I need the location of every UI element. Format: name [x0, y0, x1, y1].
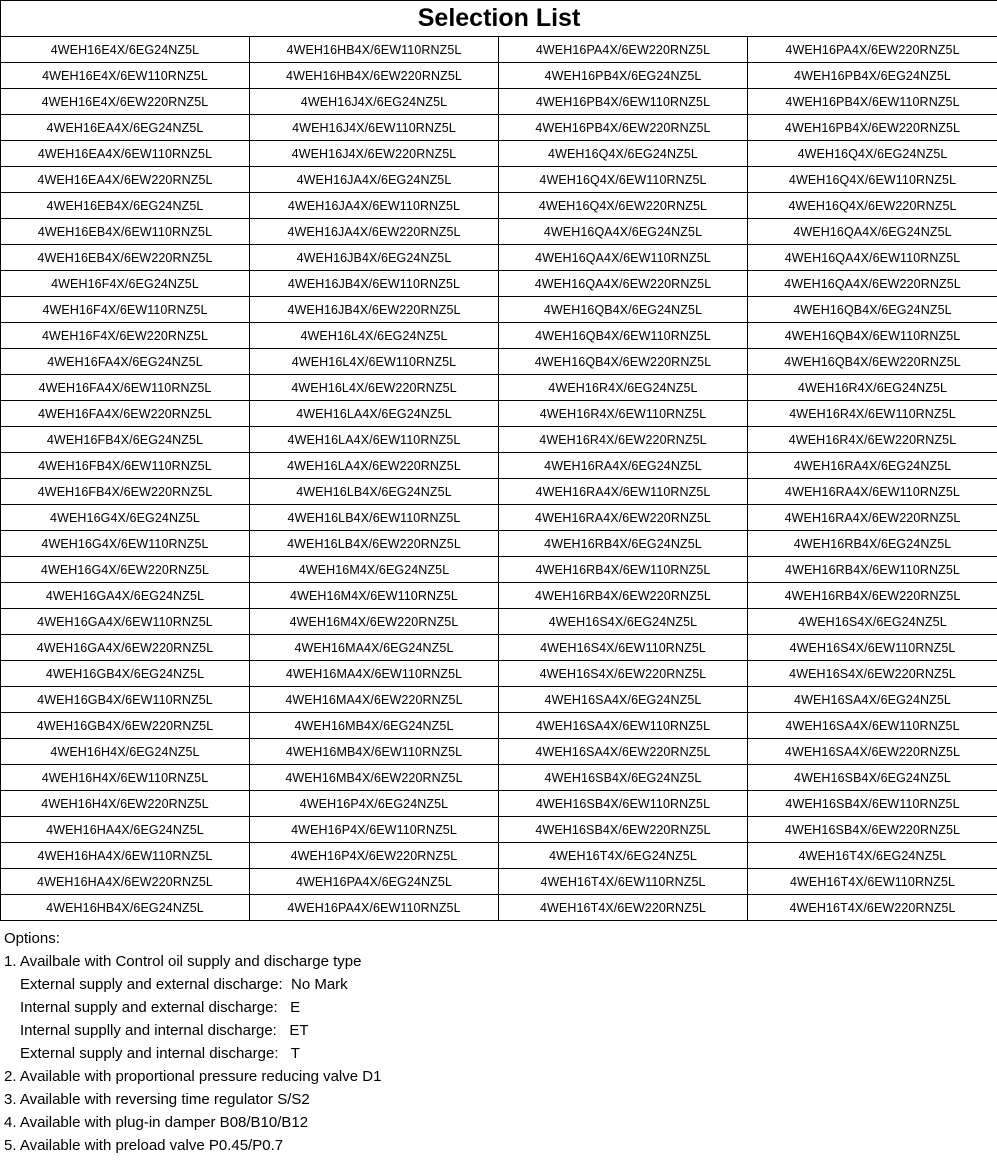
- model-code-cell: 4WEH16E4X/6EW110RNZ5L: [1, 63, 250, 89]
- model-code-cell: 4WEH16QA4X/6EW220RNZ5L: [499, 271, 748, 297]
- model-code-cell: 4WEH16JB4X/6EW110RNZ5L: [250, 271, 499, 297]
- table-row: [1, 89, 997, 115]
- model-code-cell: 4WEH16S4X/6EW110RNZ5L: [748, 635, 997, 661]
- model-code-cell: 4WEH16MB4X/6EW220RNZ5L: [250, 765, 499, 791]
- selection-table-body: [1, 37, 997, 921]
- table-row: [1, 739, 997, 765]
- model-code-cell: 4WEH16RB4X/6EW220RNZ5L: [499, 583, 748, 609]
- model-code-cell: 4WEH16SB4X/6EG24NZ5L: [499, 765, 748, 791]
- model-code-cell: 4WEH16SA4X/6EW220RNZ5L: [748, 739, 997, 765]
- table-row: [1, 687, 997, 713]
- model-code-cell: 4WEH16JB4X/6EG24NZ5L: [250, 245, 499, 271]
- model-code-cell: 4WEH16RA4X/6EG24NZ5L: [748, 453, 997, 479]
- model-code-cell: 4WEH16PA4X/6EG24NZ5L: [250, 869, 499, 895]
- model-code-cell: 4WEH16QA4X/6EW110RNZ5L: [748, 245, 997, 271]
- table-row: [1, 661, 997, 687]
- table-row: [1, 557, 997, 583]
- table-row: [1, 115, 997, 141]
- table-row: [1, 63, 997, 89]
- table-row: [1, 375, 997, 401]
- model-code-cell: 4WEH16S4X/6EG24NZ5L: [499, 609, 748, 635]
- model-code-cell: 4WEH16RA4X/6EW110RNZ5L: [748, 479, 997, 505]
- model-code-cell: 4WEH16JA4X/6EW220RNZ5L: [250, 219, 499, 245]
- model-code-cell: 4WEH16S4X/6EG24NZ5L: [748, 609, 997, 635]
- model-code-cell: 4WEH16HA4X/6EG24NZ5L: [1, 817, 250, 843]
- model-code-cell: 4WEH16EA4X/6EW110RNZ5L: [1, 141, 250, 167]
- table-row: [1, 609, 997, 635]
- model-code-cell: 4WEH16S4X/6EW220RNZ5L: [748, 661, 997, 687]
- model-code-cell: 4WEH16SB4X/6EW110RNZ5L: [748, 791, 997, 817]
- model-code-cell: 4WEH16R4X/6EG24NZ5L: [499, 375, 748, 401]
- model-code-cell: 4WEH16T4X/6EW110RNZ5L: [499, 869, 748, 895]
- model-code-cell: 4WEH16SB4X/6EW220RNZ5L: [499, 817, 748, 843]
- option-3: 3. Available with reversing time regulator S/S2: [4, 1091, 310, 1108]
- table-row: [1, 349, 997, 375]
- model-code-cell: 4WEH16RB4X/6EG24NZ5L: [499, 531, 748, 557]
- model-code-cell: 4WEH16RB4X/6EW110RNZ5L: [499, 557, 748, 583]
- table-row: [1, 505, 997, 531]
- model-code-cell: 4WEH16HA4X/6EW110RNZ5L: [1, 843, 250, 869]
- model-code-cell: 4WEH16GA4X/6EW110RNZ5L: [1, 609, 250, 635]
- model-code-cell: 4WEH16T4X/6EW110RNZ5L: [748, 869, 997, 895]
- model-code-cell: 4WEH16RA4X/6EW220RNZ5L: [499, 505, 748, 531]
- model-code-cell: 4WEH16H4X/6EW110RNZ5L: [1, 765, 250, 791]
- model-code-cell: 4WEH16QB4X/6EG24NZ5L: [748, 297, 997, 323]
- model-code-cell: 4WEH16FA4X/6EW110RNZ5L: [1, 375, 250, 401]
- model-code-cell: 4WEH16J4X/6EW110RNZ5L: [250, 115, 499, 141]
- model-code-cell: 4WEH16L4X/6EW110RNZ5L: [250, 349, 499, 375]
- model-code-cell: 4WEH16RA4X/6EW220RNZ5L: [748, 505, 997, 531]
- model-code-cell: 4WEH16Q4X/6EG24NZ5L: [499, 141, 748, 167]
- model-code-cell: 4WEH16Q4X/6EG24NZ5L: [748, 141, 997, 167]
- model-code-cell: 4WEH16QA4X/6EW110RNZ5L: [499, 245, 748, 271]
- model-code-cell: 4WEH16PB4X/6EW220RNZ5L: [499, 115, 748, 141]
- model-code-cell: 4WEH16QB4X/6EG24NZ5L: [499, 297, 748, 323]
- model-code-cell: 4WEH16QA4X/6EG24NZ5L: [499, 219, 748, 245]
- model-code-cell: 4WEH16T4X/6EG24NZ5L: [748, 843, 997, 869]
- model-code-cell: 4WEH16LA4X/6EG24NZ5L: [250, 401, 499, 427]
- table-title-row: [1, 1, 997, 37]
- model-code-cell: 4WEH16R4X/6EW110RNZ5L: [748, 401, 997, 427]
- table-row: [1, 817, 997, 843]
- model-code-cell: 4WEH16R4X/6EG24NZ5L: [748, 375, 997, 401]
- model-code-cell: 4WEH16PB4X/6EG24NZ5L: [499, 63, 748, 89]
- model-code-cell: 4WEH16EA4X/6EG24NZ5L: [1, 115, 250, 141]
- model-code-cell: 4WEH16E4X/6EG24NZ5L: [1, 37, 250, 63]
- model-code-cell: 4WEH16H4X/6EW220RNZ5L: [1, 791, 250, 817]
- model-code-cell: 4WEH16GB4X/6EG24NZ5L: [1, 661, 250, 687]
- model-code-cell: 4WEH16E4X/6EW220RNZ5L: [1, 89, 250, 115]
- model-code-cell: 4WEH16Q4X/6EW220RNZ5L: [499, 193, 748, 219]
- model-code-cell: 4WEH16R4X/6EW110RNZ5L: [499, 401, 748, 427]
- model-code-cell: 4WEH16FB4X/6EW110RNZ5L: [1, 453, 250, 479]
- model-code-cell: 4WEH16F4X/6EW110RNZ5L: [1, 297, 250, 323]
- model-code-cell: 4WEH16P4X/6EW110RNZ5L: [250, 817, 499, 843]
- table-row: [1, 297, 997, 323]
- model-code-cell: 4WEH16RA4X/6EW110RNZ5L: [499, 479, 748, 505]
- option-5: 5. Available with preload valve P0.45/P0.7: [4, 1137, 284, 1154]
- options-heading: Options:: [4, 930, 60, 947]
- table-row: [1, 479, 997, 505]
- model-code-cell: 4WEH16PA4X/6EW220RNZ5L: [748, 37, 997, 63]
- model-code-cell: 4WEH16T4X/6EW220RNZ5L: [499, 895, 748, 921]
- model-code-cell: 4WEH16GB4X/6EW110RNZ5L: [1, 687, 250, 713]
- model-code-cell: 4WEH16EA4X/6EW220RNZ5L: [1, 167, 250, 193]
- table-row: [1, 895, 997, 921]
- table-row: [1, 427, 997, 453]
- model-code-cell: 4WEH16QB4X/6EW220RNZ5L: [748, 349, 997, 375]
- model-code-cell: 4WEH16PB4X/6EW110RNZ5L: [748, 89, 997, 115]
- model-code-cell: 4WEH16S4X/6EW110RNZ5L: [499, 635, 748, 661]
- model-code-cell: 4WEH16MB4X/6EG24NZ5L: [250, 713, 499, 739]
- model-code-cell: 4WEH16T4X/6EW220RNZ5L: [748, 895, 997, 921]
- model-code-cell: 4WEH16PA4X/6EW220RNZ5L: [499, 37, 748, 63]
- table-row: [1, 141, 997, 167]
- model-code-cell: 4WEH16JA4X/6EW110RNZ5L: [250, 193, 499, 219]
- options-notes: [0, 927, 997, 1157]
- model-code-cell: 4WEH16P4X/6EW220RNZ5L: [250, 843, 499, 869]
- model-code-cell: 4WEH16M4X/6EW220RNZ5L: [250, 609, 499, 635]
- table-row: [1, 635, 997, 661]
- table-row: [1, 531, 997, 557]
- model-code-cell: 4WEH16MB4X/6EW110RNZ5L: [250, 739, 499, 765]
- model-code-cell: 4WEH16JB4X/6EW220RNZ5L: [250, 297, 499, 323]
- model-code-cell: 4WEH16HB4X/6EG24NZ5L: [1, 895, 250, 921]
- option-1-external-internal: External supply and internal discharge: T: [20, 1045, 300, 1062]
- model-code-cell: 4WEH16FB4X/6EG24NZ5L: [1, 427, 250, 453]
- table-row: [1, 271, 997, 297]
- model-code-cell: 4WEH16FA4X/6EW220RNZ5L: [1, 401, 250, 427]
- model-code-cell: 4WEH16L4X/6EG24NZ5L: [250, 323, 499, 349]
- model-code-cell: 4WEH16QB4X/6EW220RNZ5L: [499, 349, 748, 375]
- model-code-cell: 4WEH16FB4X/6EW220RNZ5L: [1, 479, 250, 505]
- table-row: [1, 765, 997, 791]
- table-row: [1, 401, 997, 427]
- model-code-cell: 4WEH16RB4X/6EW110RNZ5L: [748, 557, 997, 583]
- model-code-cell: 4WEH16F4X/6EG24NZ5L: [1, 271, 250, 297]
- model-code-cell: 4WEH16M4X/6EG24NZ5L: [250, 557, 499, 583]
- model-code-cell: 4WEH16HB4X/6EW110RNZ5L: [250, 37, 499, 63]
- model-code-cell: 4WEH16PB4X/6EG24NZ5L: [748, 63, 997, 89]
- table-row: [1, 453, 997, 479]
- model-code-cell: 4WEH16G4X/6EW220RNZ5L: [1, 557, 250, 583]
- model-code-cell: 4WEH16SB4X/6EW110RNZ5L: [499, 791, 748, 817]
- model-code-cell: 4WEH16SA4X/6EG24NZ5L: [748, 687, 997, 713]
- model-code-cell: 4WEH16EB4X/6EG24NZ5L: [1, 193, 250, 219]
- model-code-cell: 4WEH16T4X/6EG24NZ5L: [499, 843, 748, 869]
- model-code-cell: 4WEH16S4X/6EW220RNZ5L: [499, 661, 748, 687]
- model-code-cell: 4WEH16G4X/6EW110RNZ5L: [1, 531, 250, 557]
- model-code-cell: 4WEH16RA4X/6EG24NZ5L: [499, 453, 748, 479]
- option-1-external-external: External supply and external discharge: No Mark: [20, 976, 348, 993]
- model-code-cell: 4WEH16SA4X/6EW220RNZ5L: [499, 739, 748, 765]
- model-code-cell: 4WEH16LA4X/6EW220RNZ5L: [250, 453, 499, 479]
- model-code-cell: 4WEH16SA4X/6EG24NZ5L: [499, 687, 748, 713]
- option-1: 1. Availbale with Control oil supply and discharge type: [4, 953, 362, 970]
- option-1-internal-internal: Internal supplly and internal discharge: ET: [20, 1022, 309, 1039]
- table-row: [1, 869, 997, 895]
- model-code-cell: 4WEH16PA4X/6EW110RNZ5L: [250, 895, 499, 921]
- model-code-cell: 4WEH16QB4X/6EW110RNZ5L: [499, 323, 748, 349]
- table-row: [1, 323, 997, 349]
- table-row: [1, 713, 997, 739]
- page-title: Selection List: [1, 1, 997, 37]
- model-code-cell: 4WEH16M4X/6EW110RNZ5L: [250, 583, 499, 609]
- model-code-cell: 4WEH16MA4X/6EG24NZ5L: [250, 635, 499, 661]
- option-2: 2. Available with proportional pressure reducing valve D1: [4, 1068, 382, 1085]
- model-code-cell: 4WEH16R4X/6EW220RNZ5L: [499, 427, 748, 453]
- option-4: 4. Available with plug-in damper B08/B10/B12: [4, 1114, 309, 1131]
- model-code-cell: 4WEH16MA4X/6EW110RNZ5L: [250, 661, 499, 687]
- model-code-cell: 4WEH16PB4X/6EW110RNZ5L: [499, 89, 748, 115]
- model-code-cell: 4WEH16Q4X/6EW110RNZ5L: [748, 167, 997, 193]
- model-code-cell: 4WEH16RB4X/6EG24NZ5L: [748, 531, 997, 557]
- table-row: [1, 843, 997, 869]
- model-code-cell: 4WEH16Q4X/6EW110RNZ5L: [499, 167, 748, 193]
- table-row: [1, 37, 997, 63]
- model-code-cell: 4WEH16RB4X/6EW220RNZ5L: [748, 583, 997, 609]
- model-code-cell: 4WEH16SA4X/6EW110RNZ5L: [499, 713, 748, 739]
- model-code-cell: 4WEH16LB4X/6EW110RNZ5L: [250, 505, 499, 531]
- model-code-cell: 4WEH16P4X/6EG24NZ5L: [250, 791, 499, 817]
- model-code-cell: 4WEH16LA4X/6EW110RNZ5L: [250, 427, 499, 453]
- model-code-cell: 4WEH16SB4X/6EG24NZ5L: [748, 765, 997, 791]
- model-code-cell: 4WEH16MA4X/6EW220RNZ5L: [250, 687, 499, 713]
- option-1-internal-external: Internal supply and external discharge: E: [20, 999, 301, 1016]
- table-row: [1, 167, 997, 193]
- model-code-cell: 4WEH16JA4X/6EG24NZ5L: [250, 167, 499, 193]
- model-code-cell: 4WEH16EB4X/6EW220RNZ5L: [1, 245, 250, 271]
- table-row: [1, 193, 997, 219]
- model-code-cell: 4WEH16QA4X/6EW220RNZ5L: [748, 271, 997, 297]
- model-code-cell: 4WEH16HB4X/6EW220RNZ5L: [250, 63, 499, 89]
- model-code-cell: 4WEH16SB4X/6EW220RNZ5L: [748, 817, 997, 843]
- model-code-cell: 4WEH16J4X/6EG24NZ5L: [250, 89, 499, 115]
- model-code-cell: 4WEH16GA4X/6EG24NZ5L: [1, 583, 250, 609]
- model-code-cell: 4WEH16GB4X/6EW220RNZ5L: [1, 713, 250, 739]
- model-code-cell: 4WEH16Q4X/6EW220RNZ5L: [748, 193, 997, 219]
- table-row: [1, 583, 997, 609]
- table-row: [1, 791, 997, 817]
- model-code-cell: 4WEH16L4X/6EW220RNZ5L: [250, 375, 499, 401]
- model-code-cell: 4WEH16FA4X/6EG24NZ5L: [1, 349, 250, 375]
- table-row: [1, 245, 997, 271]
- model-code-cell: 4WEH16LB4X/6EW220RNZ5L: [250, 531, 499, 557]
- model-code-cell: 4WEH16QB4X/6EW110RNZ5L: [748, 323, 997, 349]
- model-code-cell: 4WEH16G4X/6EG24NZ5L: [1, 505, 250, 531]
- model-code-cell: 4WEH16QA4X/6EG24NZ5L: [748, 219, 997, 245]
- model-code-cell: 4WEH16J4X/6EW220RNZ5L: [250, 141, 499, 167]
- model-code-cell: 4WEH16LB4X/6EG24NZ5L: [250, 479, 499, 505]
- model-code-cell: 4WEH16R4X/6EW220RNZ5L: [748, 427, 997, 453]
- table-row: [1, 219, 997, 245]
- model-code-cell: 4WEH16EB4X/6EW110RNZ5L: [1, 219, 250, 245]
- model-code-cell: 4WEH16GA4X/6EW220RNZ5L: [1, 635, 250, 661]
- model-code-cell: 4WEH16HA4X/6EW220RNZ5L: [1, 869, 250, 895]
- model-code-cell: 4WEH16PB4X/6EW220RNZ5L: [748, 115, 997, 141]
- model-code-cell: 4WEH16H4X/6EG24NZ5L: [1, 739, 250, 765]
- model-code-cell: 4WEH16F4X/6EW220RNZ5L: [1, 323, 250, 349]
- model-code-cell: 4WEH16SA4X/6EW110RNZ5L: [748, 713, 997, 739]
